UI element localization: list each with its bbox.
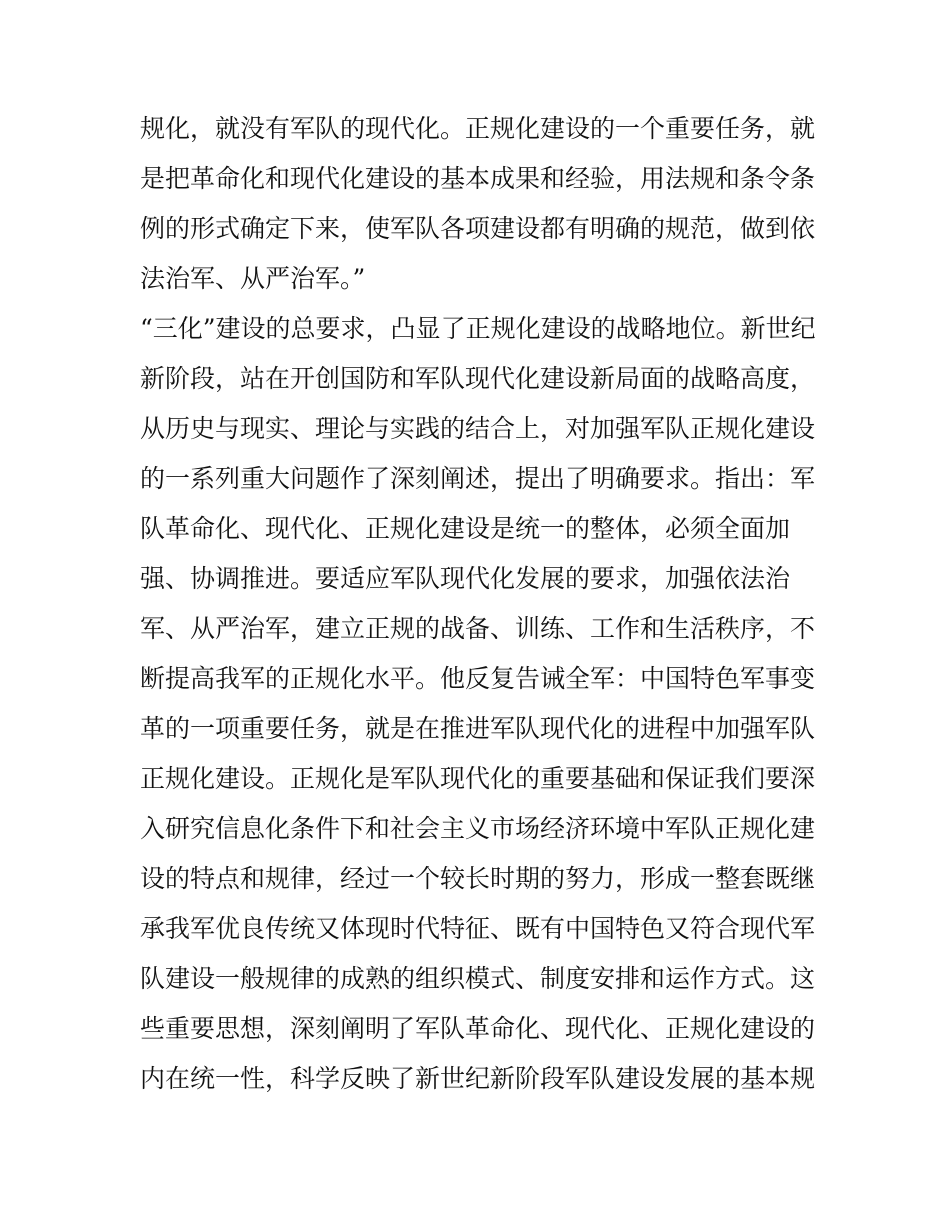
text-line: “三化”建设的总要求，凸显了正规化建设的战略地位。新世纪 bbox=[140, 314, 816, 343]
text-line: 承我军优良传统又体现时代特征、既有中国特色又符合现代军 bbox=[140, 914, 816, 943]
text-line: 是把革命化和现代化建设的基本成果和经验，用法规和条令条 bbox=[140, 164, 816, 193]
text-line: 些重要思想，深刻阐明了军队革命化、现代化、正规化建设的 bbox=[140, 1014, 816, 1043]
text-line: 入研究信息化条件下和社会主义市场经济环境中军队正规化建 bbox=[140, 814, 816, 843]
text-line: 军、从严治军，建立正规的战备、训练、工作和生活秩序，不 bbox=[140, 614, 816, 643]
text-line: 新阶段，站在开创国防和军队现代化建设新局面的战略高度， bbox=[140, 364, 816, 393]
text-line: 队革命化、现代化、正规化建设是统一的整体，必须全面加 bbox=[140, 514, 791, 543]
text-line: 的一系列重大问题作了深刻阐述，提出了明确要求。指出：军 bbox=[140, 464, 816, 493]
text-line: 例的形式确定下来，使军队各项建设都有明确的规范，做到依 bbox=[140, 214, 816, 243]
text-line: 设的特点和规律，经过一个较长时期的努力，形成一整套既继 bbox=[140, 864, 816, 893]
body-text bbox=[140, 104, 820, 1104]
text-line: 断提高我军的正规化水平。他反复告诫全军：中国特色军事变 bbox=[140, 664, 816, 693]
text-line: 正规化建设。正规化是军队现代化的重要基础和保证我们要深 bbox=[140, 764, 816, 793]
text-line: 内在统一性，科学反映了新世纪新阶段军队建设发展的基本规 bbox=[140, 1064, 816, 1093]
text-line: 规化，就没有军队的现代化。正规化建设的一个重要任务，就 bbox=[140, 114, 816, 143]
text-line: 法治军、从严治军。” bbox=[140, 264, 366, 293]
text-line: 从历史与现实、理论与实践的结合上，对加强军队正规化建设 bbox=[140, 414, 816, 443]
text-line: 革的一项重要任务，就是在推进军队现代化的进程中加强军队 bbox=[140, 714, 816, 743]
text-line: 强、协调推进。要适应军队现代化发展的要求，加强依法治 bbox=[140, 564, 791, 593]
text-line: 队建设一般规律的成熟的组织模式、制度安排和运作方式。这 bbox=[140, 964, 816, 993]
